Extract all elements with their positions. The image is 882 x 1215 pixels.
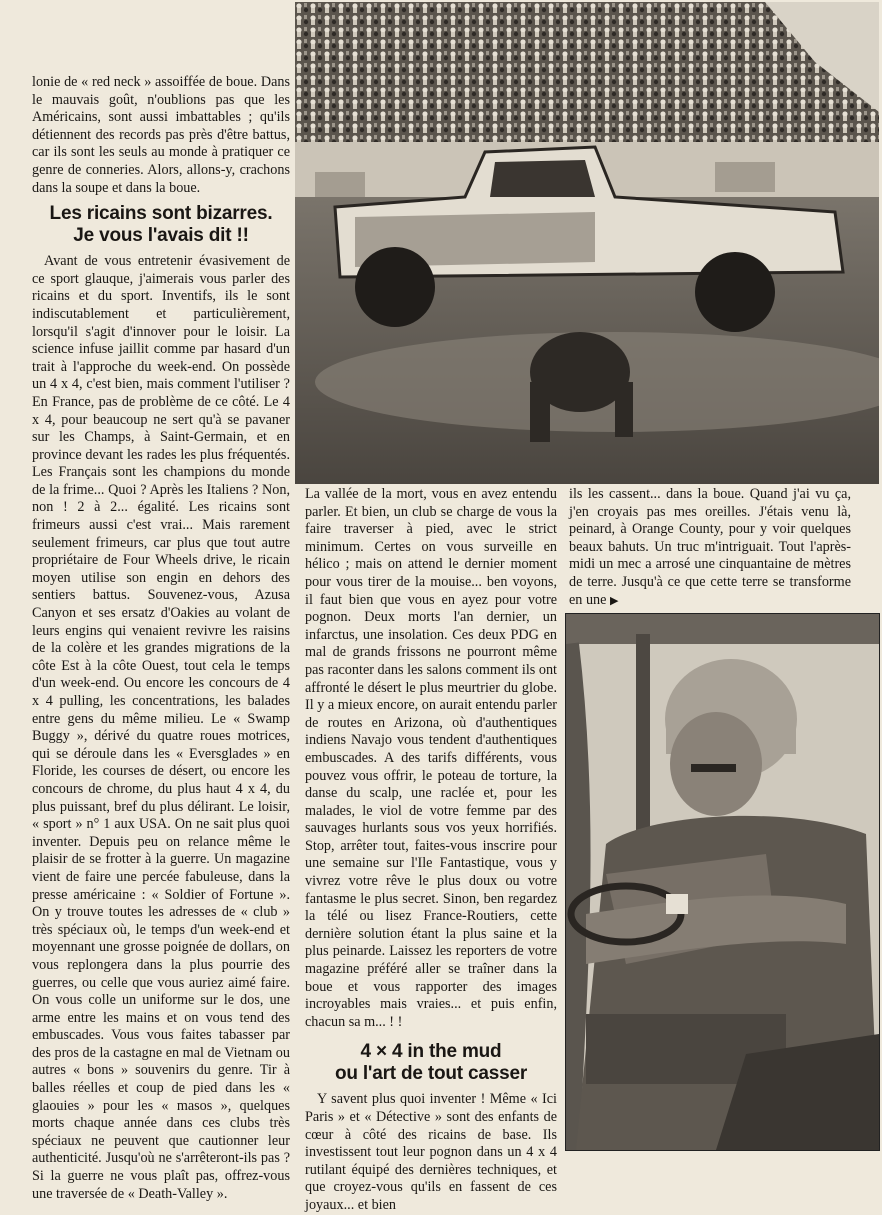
column3-text: ils les cassent... dans la boue. Quand j'ai vu ça, j'en croyais pas mes oreilles. J'étais venu là, peinard, à Orange County, pour y voir quelques beaux bahuts. Un truc m'intriguait. Tout l'après-midi un mec a arrosé une cinquantaine de mètres de terre. Jusqu'à ce que cette terre se transforme en une [569, 486, 851, 608]
column2-body2: Y savent plus quoi inventer ! Même « Ici Paris » et « Détective » sont des enfants de cœur à côté des ricains de base. Ils investissent tout leur pognon dans un 4 x 4 rutilant équipé des dernières techniques, et que croyez-vous qu'ils en fassent de ces joyaux... et bien [305, 1091, 557, 1213]
column1-intro: lonie de « red neck » assoiffée de boue. Dans le mauvais goût, n'oublions pas que les Américains, sont aussi imbattables ; qu'ils détiennent des records pas près d'être battus, car ils sont les seuls au monde à pratiquer ce genre de conneries. Alors, allons-y, crachons dans la soupe et dans la boue. [32, 74, 290, 196]
heading-line-1: 4 × 4 in the mud [360, 1041, 502, 1063]
article-column-2 [305, 486, 557, 1215]
photo-mud-truck [295, 2, 879, 484]
section-heading-mud [305, 1041, 557, 1085]
continue-arrow-icon: ▶ [609, 594, 619, 607]
article-column-1 [32, 74, 290, 1203]
column1-body: Avant de vous entretenir évasivement de ce sport glauque, j'aimerais vous parler des ricains et du sport. Inventifs, ils le sont indiscutablement et particulièrement, lorsqu'il s'agit d'innover pour le loisir. La science infuse jaillit comme par hasard d'un trait à l'approche du week-end. On possède un 4 x 4, c'est bien, mais comment l'utiliser ? En France, pas de problème de ce côté. Le 4 x 4, pour beaucoup ne sert qu'à se pavaner sur les Champs, à Saint-Germain, et en province devant les rades les plus fréquentés. Les Français sont les champions du monde de la frime... Quoi ? Après les Italiens ? Non, non ! 2 à 2... égalité. Les ricains sont frimeurs aussi c'est vrai... Mais rarement seulement frimeurs, car plus que tout autre propriétaire de Four Wheels drive, le ricain moyen utilise son engin en dehors des sentiers battus. Souvenez-vous, Azusa Canyon et ses ersatz d'Oakies au volant de leurs engins qui venaient revivre les raisins de la colère et les grandes migrations de la côte Est à la côte Ouest, tout cela le temps d'un week-end. Ou encore les concours de 4 x 4 pulling, les concentrations, les balades entre gens du même milieu. Le « Swamp Buggy », dérivé du quatre roues motrices, qui se déroule dans les « Eversglades » en Floride, les courses de désert, ou encore les concours de chrome, du plus haut 4 x 4, du plus puissant, bref du plus délirant. Le loisir, « sport » n° 1 aux USA. On ne sait plus quoi inventer. Depuis peu on relance même le plaisir de se frotter à la guerre. Un magazine vient de faire une percée fabuleuse, dans la presse américaine : « Soldier of Fortune ». On y trouve toutes les adresses de « club » très spéciaux où, le temps d'un week-end et moyennant une grosse poignée de dollars, on vous replongera dans la plus pourrie des guerres, ou celle que vous auriez aimé faire. On vous colle un uniforme sur le dos, une arme entre les mains et on vous tend des embuscades. Vous vous faites tabasser par des pros de la castagne en mal de Vietnam ou autres « bons » souvenirs du genre. Tir à balles réelles et coup de pied dans les « glaouies » pour les « masos », quelques morts chaque année dans ces clubs très spéciaux ne peuvent que cautionner leur authenticité. Jusqu'où ne s'arrêteront-ils pas ? Si la guerre ne vous plaît pas, offrez-vous une traversée de « Death-Valley ». [32, 253, 290, 1202]
column2-body: La vallée de la mort, vous en avez entendu parler. Et bien, un club se charge de vous la faire traverser à pied, avec le strict minimum. Certes on vous surveille en hélico ; mais on attend le dernier moment pour vous tirer de la mouise... ben voyons, il faut bien que vous en ayez pour votre pognon. Deux morts l'an dernier, un infarctus, une insolation. Ces deux PDG en mal de grands frissons ne pourront même pas raconter dans les salons comment ils ont affronté le désert le plus meurtrier du globe. Il y a mieux encore, on aurait entendu parler de routes en Arizona, où d'authentiques indiens Navajo vous tendent d'authentiques embuscades. A des tarifs différents, vous pouvez vous offrir, le poteau de torture, la danse du scalp, une raclée et, pour les malades, le viol de votre femme par des sauvages hurlants sous vos yeux horrifiés. Stop, arrêter tout, faites-vous inscrire pour une semaine sur l'Ile Fantastique, vous y vivrez votre rêve le plus doux ou votre fantasme le plus secret. Sinon, ben regardez la télé ou lisez France-Routiers, cette dernière solution étant la plus saine et la plus peinarde. Laissez les reporters de votre magazine préféré aller se traîner dans la boue et vous rapporter des images incroyables mais vraies... et puis enfin, chacun sa m... ! ! [305, 486, 557, 1030]
heading-line-2: Je vous l'avais dit !! [73, 225, 249, 247]
article-column-3 [569, 486, 851, 610]
heading-line-2: ou l'art de tout casser [334, 1063, 528, 1085]
photo-helmet-driver [565, 613, 880, 1151]
heading-line-1: Les ricains sont bizarres. [49, 203, 273, 225]
column3-body [569, 486, 851, 610]
section-heading-ricains [32, 203, 290, 247]
